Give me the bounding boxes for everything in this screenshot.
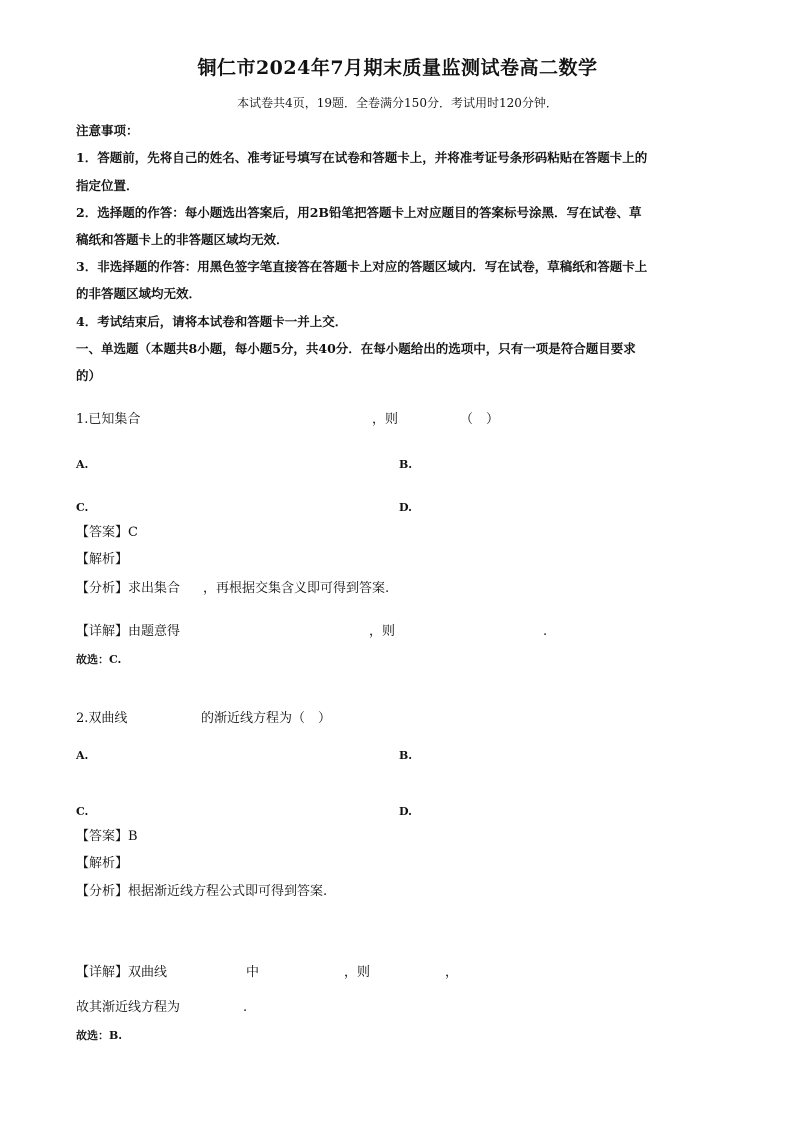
note-2-line-2: 稿纸和答题卡上的非答题区域均无效．: [76, 232, 289, 247]
q2-option-b: B.: [399, 749, 413, 762]
q1-fenxi-end: ，再根据交集含义即可得到答案.: [203, 581, 390, 596]
note-3-line-2: 的非答题区域均无效．: [76, 286, 202, 301]
q1-stem-then: ，则: [372, 412, 399, 427]
note-2-line-1: 2．选择题的作答：每小题选出答案后，用2B铅笔把答题卡上对应题目的答案标号涂黑．写在试卷、草: [76, 205, 642, 220]
q2-detail-then: ，则: [344, 965, 371, 980]
q2-detail-comma: ，: [445, 965, 459, 980]
q2-option-c: C.: [76, 805, 89, 818]
section-heading-line-1: 一、单选题（本题共8小题，每小题5分，共40分．在每小题给出的选项中，只有一项是符合题目要求: [76, 341, 636, 356]
note-3-line-1: 3．非选择题的作答：用黑色签字笔直接答在答题卡上对应的答题区域内．写在试卷，草稿纸和答题卡上: [76, 259, 648, 274]
notes-heading: 注意事项：: [76, 123, 139, 138]
q2-detail-middle: 中: [246, 965, 260, 980]
q2-result-period: .: [243, 1000, 248, 1015]
q1-option-b: B.: [399, 458, 413, 471]
q1-option-c: C.: [76, 501, 89, 514]
q2-analysis-label: 【解析】: [76, 856, 129, 871]
q1-answer: 【答案】C: [76, 525, 138, 540]
q1-analysis-label: 【解析】: [76, 552, 129, 567]
note-4: 4．考试结束后，请将本试卷和答题卡一并上交．: [76, 314, 348, 329]
q1-fenxi-start: 【分析】求出集合: [76, 581, 181, 596]
q2-answer: 【答案】B: [76, 829, 138, 844]
q2-result-start: 故其渐近线方程为: [76, 1000, 181, 1015]
q1-detail-period: .: [543, 624, 548, 639]
page-subtitle: 本试卷共4页，19题．全卷满分150分．考试用时120分钟．: [237, 96, 558, 110]
q2-fenxi: 【分析】根据渐近线方程公式即可得到答案.: [76, 884, 328, 899]
q2-option-a: A.: [76, 749, 89, 762]
note-1-line-2: 指定位置．: [76, 178, 139, 193]
q1-detail-start: 【详解】由题意得: [76, 624, 181, 639]
note-1-line-1: 1．答题前，先将自己的姓名、准考证号填写在试卷和答题卡上，并将准考证号条形码粘贴在答题卡上的: [76, 150, 648, 165]
q2-choice: 故选：B.: [76, 1029, 123, 1042]
section-heading-line-2: 的）: [76, 368, 102, 383]
q1-answer-parens: （ ）: [460, 412, 500, 427]
q2-option-d: D.: [399, 805, 412, 818]
q1-stem-start: 1.已知集合: [76, 412, 141, 427]
q1-choice: 故选：C.: [76, 653, 122, 666]
q2-detail-start: 【详解】双曲线: [76, 965, 168, 980]
page-title: 铜仁市2024年7月期末质量监测试卷高二数学: [197, 57, 598, 79]
q1-detail-then: ，则: [369, 624, 396, 639]
q2-stem-start: 2.双曲线: [76, 711, 128, 726]
q2-stem-end: 的渐近线方程为（ ）: [201, 711, 332, 726]
q1-option-a: A.: [76, 458, 89, 471]
q1-option-d: D.: [399, 501, 412, 514]
